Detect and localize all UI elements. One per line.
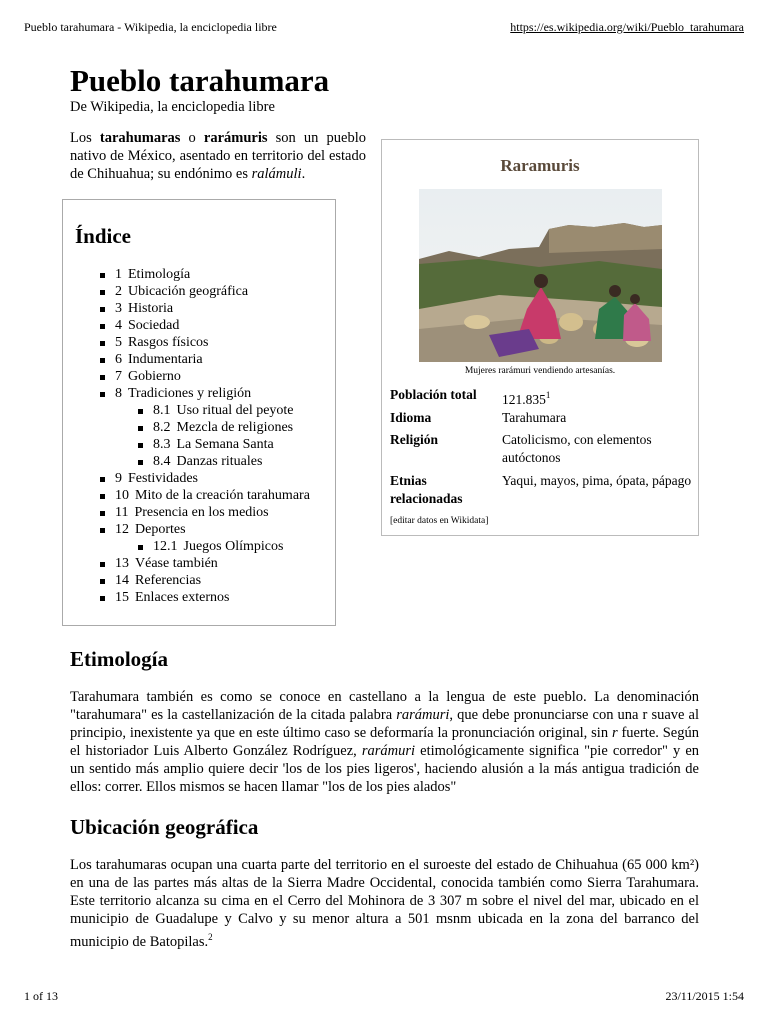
toc-item[interactable]: 8 Tradiciones y religión [99,385,310,402]
toc-item[interactable]: 4 Sociedad [99,317,310,334]
toc-item[interactable]: 13 Véase también [99,555,310,572]
toc-sublist-wrapper [99,402,310,470]
reference-link[interactable]: 1 [545,390,551,400]
toc-subitem[interactable]: 8.2 Mezcla de religiones [137,419,310,436]
toc-item[interactable]: 5 Rasgos físicos [99,334,310,351]
photo-basket [559,313,583,331]
print-header-url[interactable]: https://es.wikipedia.org/wiki/Pueblo_tarahumara [510,20,744,34]
toc-item[interactable]: 11 Presencia en los medios [99,504,310,521]
print-header-title: Pueblo tarahumara - Wikipedia, la enciclopedia libre [24,20,277,34]
photo-cliff-face [549,223,662,253]
toc-item[interactable]: 6 Indumentaria [99,351,310,368]
table-of-contents [62,199,336,626]
print-footer-page-count: 1 of 13 [24,989,58,1003]
etimologia-paragraph: Tarahumara también es como se conoce en castellano a la lengua de este pueblo. La denominación "tarahumara" es la castellanización de la citada palabra rarámuri, que debe pronunciarse con una r suave al principio, inexistente ya que en este último caso se deformaría la pronunciación original, sin r fuerte. Según el historiador Luis Alberto González Rodríguez, rarámuri etimológicamente significa "pie corredor" y en un sentido más amplio quiere decir 'los de los pies ligeros', haciendo alusión a la más antigua tradición de ellos: correr. Ellos mismos se hacen llamar "los de los pies alados" [70,689,700,795]
bold-term: rarámuris [203,130,268,146]
reference-link[interactable]: 2 [208,932,213,942]
infobox-label: Etnias relacionadas [390,473,463,506]
infobox-value: 121.835$^1$ [502,390,551,407]
bold-term: tarahumaras [99,130,181,146]
infobox-value[interactable]: Catolicismo, con elementos autóctonos [502,432,652,465]
infobox-value[interactable]: Yaqui, mayos, pima, ópata, pápago [502,473,692,488]
toc-subitem[interactable]: 8.1 Uso ritual del peyote [137,402,310,419]
toc-item[interactable]: 12 Deportes [99,521,310,538]
toc-subitem[interactable]: 8.4 Danzas rituales [137,453,310,470]
intro-paragraph: Los tarahumaras o rarámuris son un pueblo nativo de México, asentado en territorio del estado de Chihuahua; su endónimo es ralámuli. [70,130,367,182]
infobox-label: Religión [390,432,439,447]
toc-subitem[interactable]: 8.3 La Semana Santa [137,436,310,453]
toc-item[interactable]: 14 Referencias [99,572,310,589]
section-heading-ubicacion: Ubicación geográfica [70,815,259,839]
toc-item[interactable]: 7 Gobierno [99,368,310,385]
infobox [381,139,699,536]
ubicacion-paragraph: Los tarahumaras ocupan una cuarta parte del territorio en el suroeste del estado de Chihuahua (65 000 km²) en una de las partes más altas de la Sierra Madre Occidental, conocida también como Sierra Tarahumara. Este territorio alcanza su cima en el Cerro del Mohinora de 3 307 m sobre el nivel del mar, ubicado en el municipio de Guadalupe y Calvo y su menor altura a 501 msnm ubicada en la zona del barranco del municipio de Batopilas.$^2$ [70,857,699,950]
toc-item[interactable]: 1 Etimología [99,266,310,283]
photo-basket [464,315,490,329]
photo-head-3 [630,294,640,304]
toc-item[interactable]: 9 Festividades [99,470,310,487]
page-title: Pueblo tarahumara [70,63,330,98]
toc-item[interactable]: 2 Ubicación geográfica [99,283,310,300]
page-subtitle: De Wikipedia, la enciclopedia libre [70,99,275,115]
toc-sublist-wrapper [99,538,310,555]
infobox-value[interactable]: Tarahumara [502,410,567,425]
infobox-title: Raramuris [500,156,580,175]
toc-title: Índice [75,224,132,248]
section-heading-etimologia: Etimología [70,647,168,671]
photo-head-2 [609,285,621,297]
toc-item[interactable]: 3 Historia [99,300,310,317]
toc-subitem[interactable]: 12.1 Juegos Olímpicos [137,538,310,555]
edit-wikidata-link[interactable]: [editar datos en Wikidata] [390,516,489,526]
infobox-caption: Mujeres rarámuri vendiendo artesanías. [464,366,616,376]
italic-term: ralámuli [251,166,302,182]
infobox-label: Población total [390,387,477,402]
infobox-photo[interactable] [419,189,662,362]
print-footer-datetime: 23/11/2015 1:54 [665,989,744,1003]
photo-head-1 [534,274,548,288]
infobox-label: Idioma [390,410,432,425]
toc-item[interactable]: 10 Mito de la creación tarahumara [99,487,310,504]
toc-item[interactable]: 15 Enlaces externos [99,589,310,606]
